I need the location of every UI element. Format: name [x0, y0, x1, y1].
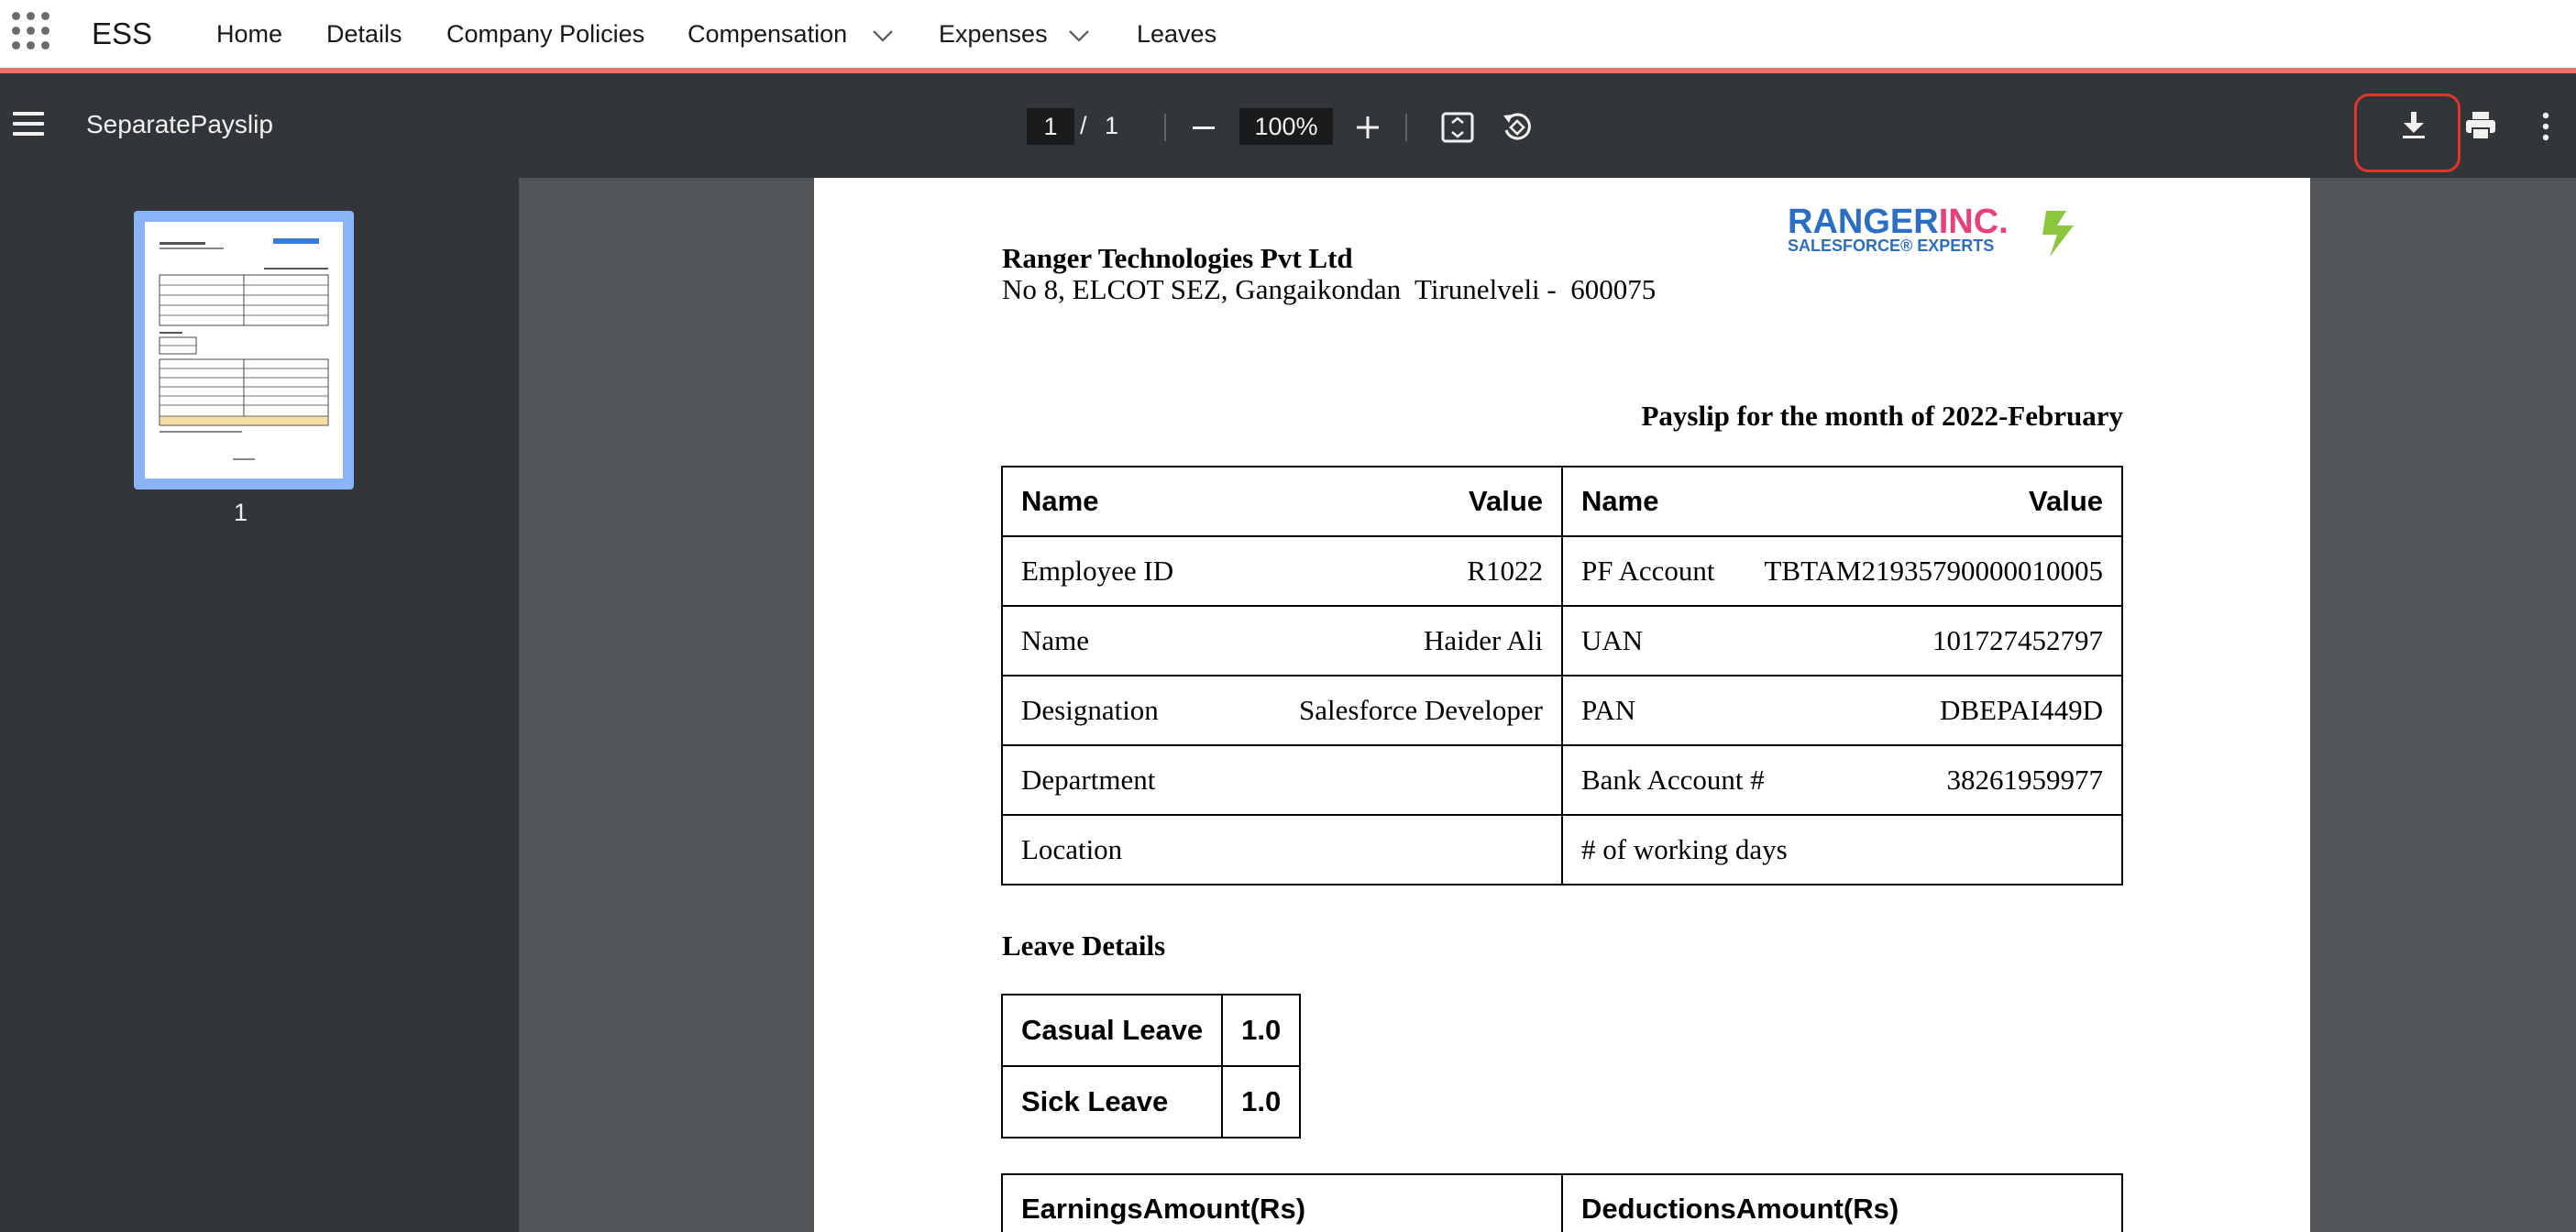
column-header: Name	[1581, 485, 1659, 517]
leave-type: Casual Leave	[1002, 995, 1222, 1066]
table-header-row	[1002, 1174, 2122, 1232]
table-row	[1002, 606, 2122, 676]
nav-item-compensation[interactable]: Compensation	[688, 20, 848, 48]
thumbnail-sidebar	[0, 178, 519, 1232]
page-number-input[interactable]: 1	[1027, 108, 1074, 145]
field-value: 38261959977	[1946, 764, 2103, 796]
employee-info-table	[1001, 466, 2123, 886]
column-header: Earnings	[1021, 1193, 1143, 1225]
earnings-deductions-table	[1001, 1173, 2123, 1232]
nav-item-home[interactable]: Home	[216, 20, 283, 48]
nav-item-company-policies[interactable]: Company Policies	[446, 20, 645, 48]
menu-icon[interactable]	[13, 112, 44, 139]
field-label: Location	[1021, 833, 1123, 865]
field-value: Salesforce Developer	[1299, 694, 1543, 726]
column-header: Value	[1469, 485, 1543, 517]
column-header: Deductions	[1581, 1193, 1736, 1225]
table-row	[1002, 1066, 1300, 1138]
leave-type: Sick Leave	[1002, 1066, 1222, 1138]
download-highlight	[2354, 94, 2460, 172]
nav-item-leaves[interactable]: Leaves	[1137, 20, 1217, 48]
svg-text:RANGERINC.: RANGERINC.	[1788, 205, 2009, 241]
page-thumbnail-preview	[145, 222, 343, 478]
nav-item-expenses[interactable]: Expenses	[939, 20, 1048, 48]
field-label: PF Account	[1581, 555, 1715, 587]
nav-item-details[interactable]: Details	[326, 20, 402, 48]
app-nav-bar	[0, 0, 2576, 70]
leave-value: 1.0	[1222, 995, 1300, 1066]
leave-details-heading: Leave Details	[1002, 930, 1166, 962]
field-label: Bank Account #	[1581, 764, 1765, 796]
pdf-toolbar	[0, 73, 2576, 178]
field-value: Haider Ali	[1424, 624, 1543, 656]
table-row	[1002, 815, 2122, 885]
pdf-page	[814, 178, 2310, 1232]
zoom-level-input[interactable]: 100%	[1239, 108, 1333, 145]
field-label: Designation	[1021, 694, 1159, 726]
zoom-out-icon[interactable]	[1190, 114, 1217, 141]
field-label: UAN	[1581, 624, 1644, 656]
page-separator: /	[1080, 112, 1087, 139]
leave-value: 1.0	[1222, 1066, 1300, 1138]
table-row	[1002, 676, 2122, 745]
company-address: No 8, ELCOT SEZ, Gangaikondan Tirunelveli - 600075	[1002, 273, 1657, 305]
field-label: Department	[1021, 764, 1156, 796]
field-label: # of working days	[1581, 833, 1788, 865]
field-label: PAN	[1581, 694, 1636, 726]
field-value: 101727452797	[1932, 624, 2103, 656]
table-header-row	[1002, 467, 2122, 536]
rotate-icon[interactable]	[1500, 110, 1535, 145]
field-label: Name	[1021, 624, 1090, 656]
column-header: Value	[2029, 485, 2103, 517]
fit-page-icon[interactable]	[1441, 112, 1474, 143]
table-row	[1002, 745, 2122, 815]
toolbar-divider	[1405, 114, 1407, 141]
field-value: R1022	[1467, 555, 1543, 587]
zoom-in-icon[interactable]	[1354, 114, 1382, 141]
page-thumbnail[interactable]	[134, 211, 354, 490]
column-header: Amount(Rs)	[1735, 1193, 1899, 1225]
app-name: ESS	[92, 16, 153, 50]
document-title: SeparatePayslip	[86, 110, 273, 138]
more-options-icon[interactable]	[2539, 110, 2552, 143]
field-value: DBEPAI449D	[1940, 694, 2103, 726]
thumbnail-page-number: 1	[234, 499, 248, 526]
chevron-down-icon[interactable]	[1067, 24, 1091, 48]
page-total: 1	[1105, 112, 1119, 139]
chevron-down-icon[interactable]	[871, 24, 895, 48]
column-header: Name	[1021, 485, 1099, 517]
field-label: Employee ID	[1021, 555, 1174, 587]
column-header: Amount(Rs)	[1142, 1193, 1306, 1225]
payslip-title: Payslip for the month of 2022-February	[1641, 400, 2123, 432]
toolbar-divider	[1164, 114, 1166, 141]
table-row	[1002, 995, 1300, 1066]
print-icon[interactable]	[2464, 110, 2497, 141]
leave-details-table	[1001, 994, 1301, 1138]
company-logo	[1786, 205, 2088, 260]
field-value: TBTAM21935790000010005	[1764, 555, 2103, 587]
app-launcher-icon[interactable]	[12, 12, 52, 52]
svg-text:SALESFORCE® EXPERTS: SALESFORCE® EXPERTS	[1788, 236, 1995, 255]
document-viewer[interactable]	[519, 178, 2576, 1232]
company-name: Ranger Technologies Pvt Ltd	[1002, 242, 1353, 274]
table-row	[1002, 536, 2122, 606]
